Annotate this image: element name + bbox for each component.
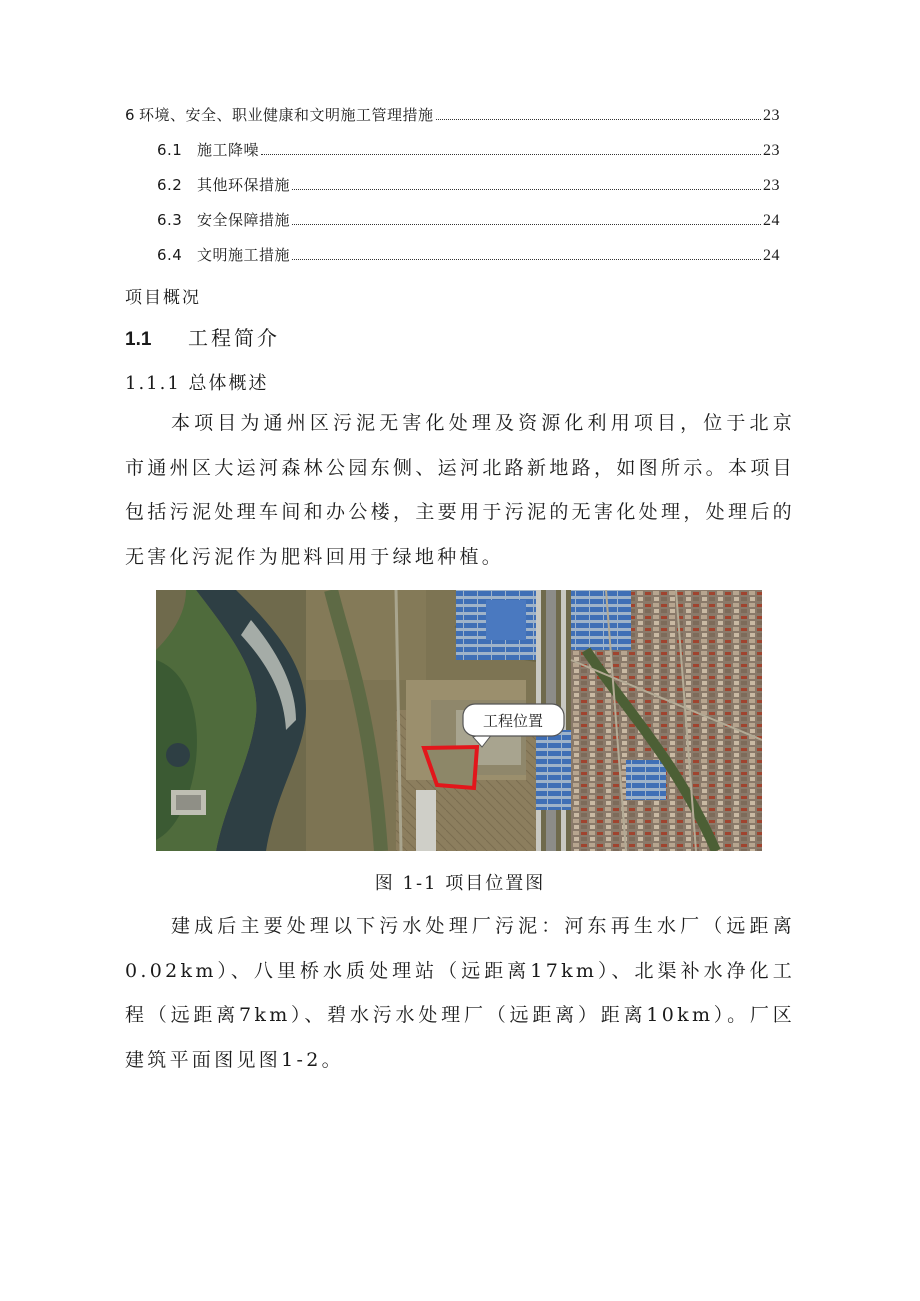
toc-entry-page: 24 — [763, 212, 780, 229]
toc-entry-number: 6.2 — [157, 176, 183, 194]
toc-entry[interactable] — [125, 139, 780, 174]
sludge-sources-paragraph: 建成后主要处理以下污水处理厂污泥：河东再生水厂（远距离0.02km）、八里桥水质处理站（远距离17km）、北渠补水净化工程（远距离7km）、碧水污水处理厂（远距离）距离10km）。厂区建筑平面图见图1-2。 — [125, 915, 795, 1071]
toc-entry-title: 其他环保措施 — [197, 176, 291, 194]
toc-entry[interactable] — [125, 174, 780, 209]
toc-leader-dots — [292, 189, 761, 190]
callout-label: 工程位置 — [482, 712, 544, 730]
toc-entry-title: 施工降噪 — [197, 141, 260, 159]
toc-entry-number: 6.4 — [157, 246, 183, 264]
toc-leader-dots — [292, 259, 761, 260]
section-heading — [125, 322, 280, 351]
toc-leader-dots — [261, 154, 761, 155]
satellite-map-figure — [156, 590, 762, 851]
satellite-map-image — [156, 590, 762, 851]
table-of-contents — [125, 104, 780, 279]
toc-entry-number: 6.1 — [157, 141, 183, 159]
chapter-title: 项目概况 — [125, 288, 201, 308]
toc-entry-title: 环境、安全、职业健康和文明施工管理措施 — [139, 106, 434, 124]
figure-caption: 图 1-1 项目位置图 — [374, 873, 546, 894]
overview-paragraph: 本项目为通州区污泥无害化处理及资源化利用项目，位于北京市通州区大运河森林公园东侧、运河北路新地路，如图所示。本项目包括污泥处理车间和办公楼，主要用于污泥的无害化处理，处理后的无害化污泥作为肥料回用于绿地种植。 — [125, 412, 795, 568]
toc-entry[interactable] — [125, 209, 780, 244]
section-number: 1.1 — [125, 329, 152, 350]
section-title: 工程简介 — [188, 326, 280, 350]
toc-entry-number: 6.3 — [157, 211, 183, 229]
subsection-heading: 1.1.1 总体概述 — [125, 373, 269, 394]
toc-entry-page: 24 — [763, 247, 780, 264]
toc-entry-page: 23 — [763, 107, 780, 124]
toc-entry[interactable] — [125, 244, 780, 279]
toc-entry-title: 安全保障措施 — [197, 211, 291, 229]
toc-entry-number: 6 — [125, 106, 136, 124]
toc-leader-dots — [292, 224, 761, 225]
toc-entry-page: 23 — [763, 142, 780, 159]
toc-entry-title: 文明施工措施 — [197, 246, 291, 264]
toc-entry-page: 23 — [763, 177, 780, 194]
toc-leader-dots — [436, 119, 761, 120]
toc-entry[interactable] — [125, 104, 780, 139]
